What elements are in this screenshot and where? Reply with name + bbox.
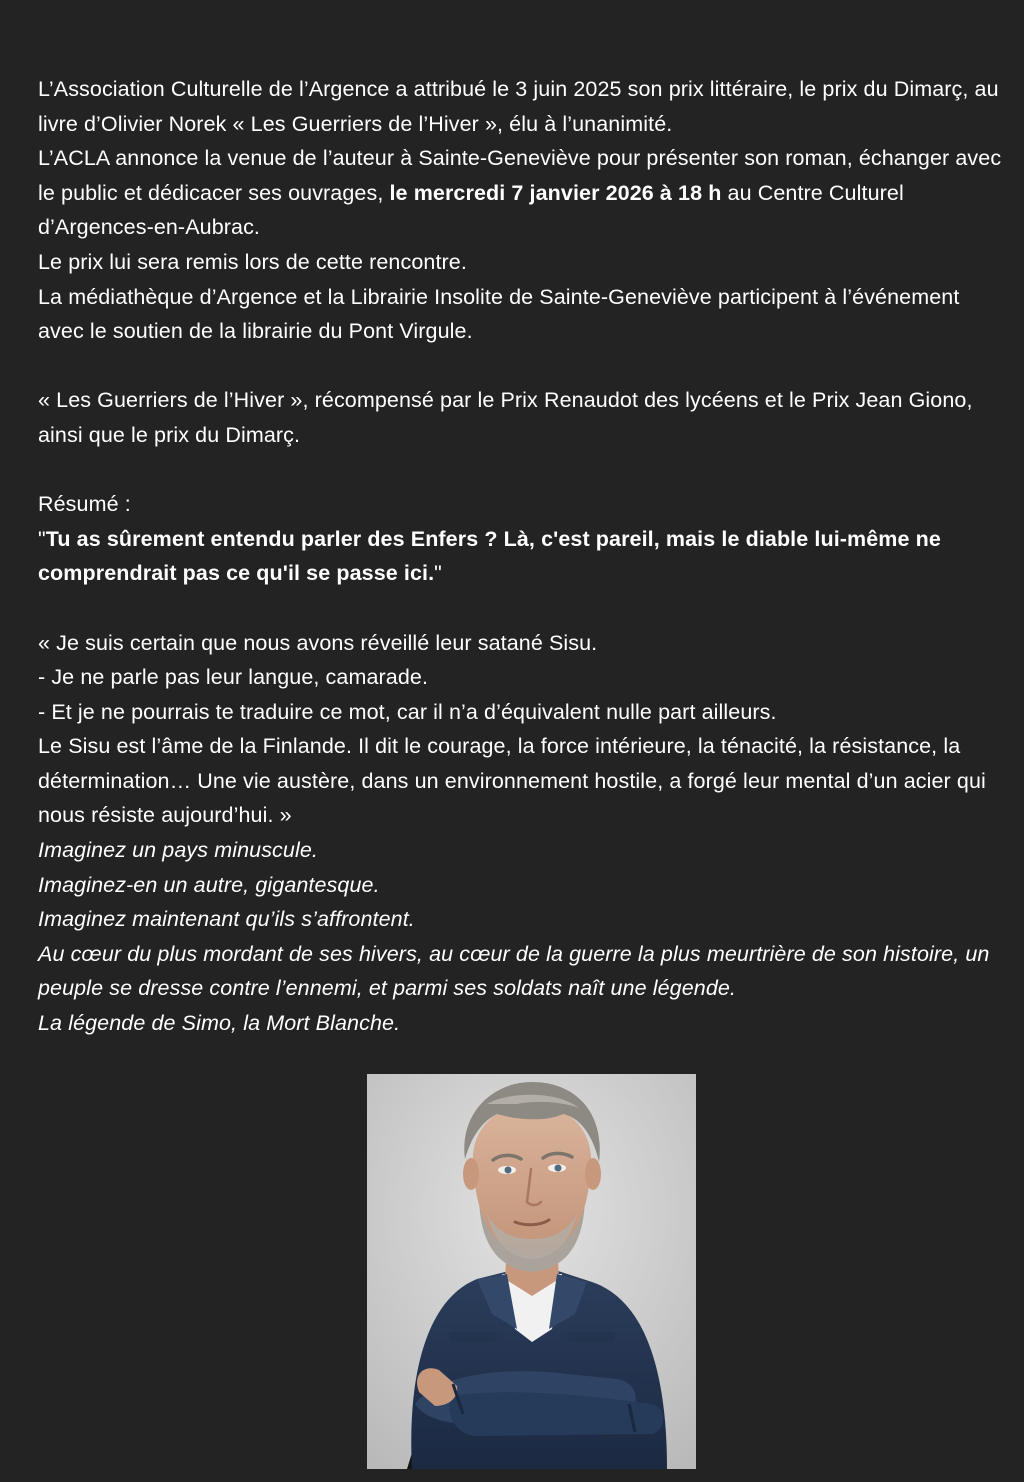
italic-line-5: La légende de Simo, la Mort Blanche. <box>38 1011 401 1036</box>
awards-paragraph: « Les Guerriers de l’Hiver », récompensé par le Prix Renaudot des lycéens et le Prix Jean Giono, ainsi que le prix du Dimarç. <box>38 388 973 447</box>
event-date-text: le mercredi 7 janvier 2026 à 18 h <box>389 180 722 205</box>
summary-label: Résumé : <box>38 492 131 517</box>
event-paragraph <box>38 141 1006 245</box>
award-paragraph: L’Association Culturelle de l’Argence a attribué le 3 juin 2025 son prix littéraire, le prix du Dimarç, au livre d’Olivier Norek « Les Guerriers de l’Hiver », élu à l’unanimité. <box>38 77 999 136</box>
event-venue-text: au Centre Culturel d’Argences-en-Aubrac. <box>38 180 904 240</box>
quote-open-mark: " <box>38 526 46 551</box>
italic-line-3: Imaginez maintenant qu’ils s’affrontent. <box>38 907 415 932</box>
spacer <box>38 349 1006 384</box>
quote-close-mark: " <box>434 561 442 586</box>
spacer <box>38 591 1006 626</box>
partners-paragraph: La médiathèque d’Argence et la Librairie Insolite de Sainte-Geneviève participent à l’événement avec le soutien de la librairie du Pont Virgule. <box>38 284 960 344</box>
dialogue-line-2: - Je ne parle pas leur langue, camarade. <box>38 665 429 690</box>
event-intro-text: L’ACLA annonce la venue de l’auteur à Sainte-Geneviève pour présenter son roman, échanger avec le public et dédicacer ses ouvrages, <box>38 146 1002 205</box>
summary-quote <box>38 522 1006 591</box>
italic-line-1: Imaginez un pays minuscule. <box>38 838 318 863</box>
italic-line-2: Imaginez-en un autre, gigantesque. <box>38 872 380 897</box>
dialogue-line-1: « Je suis certain que nous avons réveillé leur satané Sisu. <box>38 630 598 655</box>
italic-line-4: Au cœur du plus mordant de ses hivers, au cœur de la guerre la plus meurtrière de son histoire, un peuple se dresse contre l’ennemi, et parmi ses soldats naît une légende. <box>38 941 990 1001</box>
dialogue-line-3: - Et je ne pourrais te traduire ce mot, car il n’a d’équivalent nulle part ailleurs. <box>38 699 777 724</box>
spacer <box>38 453 1006 488</box>
summary-quote-text: Tu as sûrement entendu parler des Enfers ? Là, c'est pareil, mais le diable lui-même ne comprendrait pas ce qu'il se passe ici. <box>38 526 941 586</box>
article-body <box>38 72 1006 1041</box>
prize-remittance-paragraph: Le prix lui sera remis lors de cette rencontre. <box>38 249 467 274</box>
author-portrait-illustration <box>367 1074 696 1469</box>
sisu-paragraph: Le Sisu est l’âme de la Finlande. Il dit le courage, la force intérieure, la ténacité, la résistance, la détermination… Une vie austère, dans un environnement hostile, a forgé leur mental d’un acier qui nous résiste aujourd’hui. » <box>38 734 986 828</box>
author-photo <box>367 1074 696 1469</box>
